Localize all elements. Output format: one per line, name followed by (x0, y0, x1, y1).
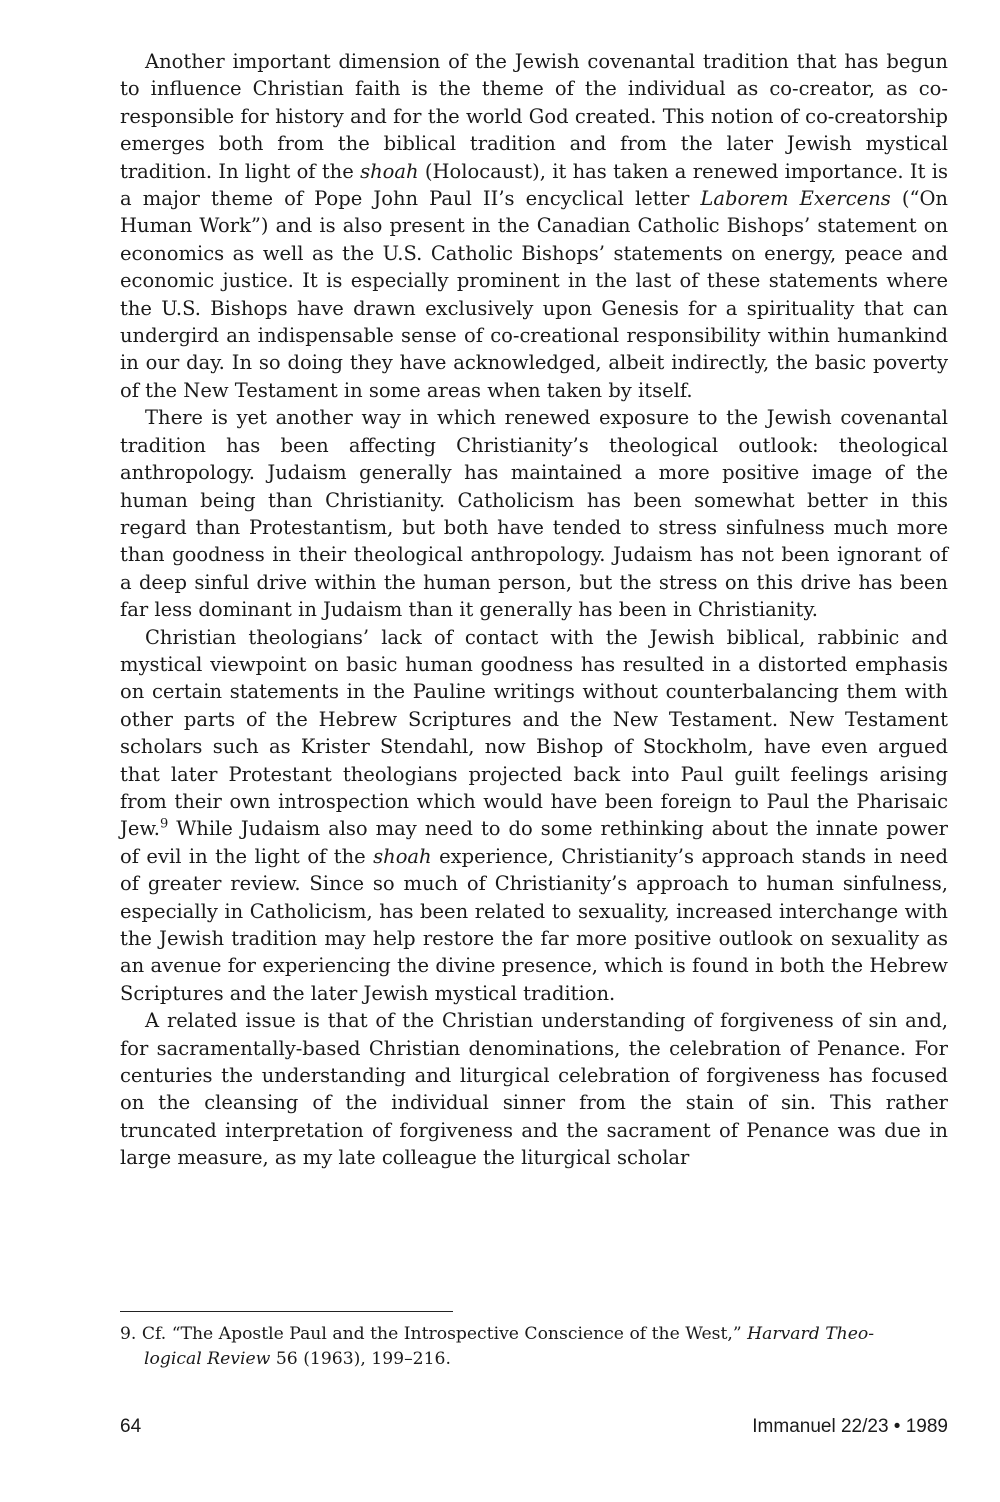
footnote-text-before: Cf. “The Apostle Paul and the Introspective Conscience of the West,” (136, 1324, 748, 1344)
footnote-journal-line2: logical Review (144, 1349, 271, 1369)
footnote-9 (120, 1322, 948, 1372)
footnote-divider (120, 1311, 453, 1312)
footnote-line-1 (120, 1322, 948, 1347)
page-number: 64 (120, 1416, 142, 1437)
footnote-journal-line1: Harvard Theo- (747, 1324, 875, 1344)
italic-term: shoah (360, 159, 419, 183)
footnote-text-after: 56 (1963), 199–216. (270, 1349, 451, 1369)
text-segment: A related issue is that of the Christian understanding of forgiveness of sin and, for sacramentally-based Christian denominations, the celebration of Penance. For centuries the understanding and liturgical celebration of forgiveness has focused on the cleansing of the individual sinner from the stain of sin. This rather truncated interpretation of forgiveness and the sacrament of Penance was due in large measure, as my late colleague the liturgical scholar (120, 1009, 948, 1170)
page-body (120, 48, 948, 1172)
text-segment: (Holocaust), it has taken a renewed importance. It is a major theme of Pope John Paul II’s encyclical letter (120, 159, 948, 211)
text-segment: Another important dimension of the Jewish covenantal tradition that has begun to influence Christian faith is the theme of the individual as co-creator, as co-responsible for history and for the world God created. This notion of co-creatorship emerges both from the biblical tradition and from the later Jewish mystical tradition. In light of the (120, 50, 948, 183)
text-segment: While Judaism also may need to do some rethinking about the innate power of evil in the light of the (120, 817, 948, 868)
footnote-reference: 9 (159, 816, 169, 832)
italic-term: shoah (373, 844, 432, 868)
article-text (120, 48, 948, 1172)
journal-citation: Immanuel 22/23 • 1989 (752, 1416, 948, 1437)
text-segment: Christian theologians’ lack of contact with the Jewish biblical, rabbinic and mystical viewpoint on basic human goodness has resulted in a distorted emphasis on certain statements in the Pauline writings without counterbalancing them with other parts of the Hebrew Scriptures and the New Testament. New Testament scholars such as Krister Stendahl, now Bishop of Stockholm, have even argued that later Protestant theologians projected back into Paul guilt feelings arising from their own introspection which would have been foreign to Paul the Pharisaic Jew. (120, 625, 948, 841)
italic-term: Laborem Exercens (700, 187, 891, 211)
paragraph-2 (120, 404, 948, 623)
paragraph-1 (120, 48, 948, 404)
text-segment: (“On Human Work”) and is also present in the Canadian Catholic Bishops’ statement on economics as well as the U.S. Catholic Bishops’ statements on energy, peace and economic justice. It is especially prominent in the last of these statements where the U.S. Bishops have drawn exclusively upon Genesis for a spirituality that can undergird an indispensable sense of co-creational responsibility within humankind in our day. In so doing they have acknowledged, albeit indirectly, the basic poverty of the New Testament in some areas when taken by itself. (120, 187, 948, 402)
text-segment: experience, Christianity’s approach stands in need of greater review. Since so much of Christianity’s approach to human sinfulness, especially in Catholicism, has been related to sexuality, increased interchange with the Jewish tradition may help restore the far more positive outlook on sexuality as an avenue for experiencing the divine presence, which is found in both the Hebrew Scriptures and the later Jewish mystical tradition. (120, 844, 948, 1005)
paragraph-3 (120, 624, 948, 1008)
footnote-line-2 (120, 1347, 948, 1372)
footnote-number: 9. (120, 1324, 137, 1344)
paragraph-4 (120, 1007, 948, 1171)
text-segment: There is yet another way in which renewed exposure to the Jewish covenantal tradition has been affecting Christianity’s theological outlook: theological anthropology. Judaism generally has maintained a more positive image of the human being than Christianity. Catholicism has been somewhat better in this regard than Protestantism, but both have tended to stress sinfulness much more than goodness in their theological anthropology. Judaism has not been ignorant of a deep sinful drive within the human person, but the stress on this drive has been far less dominant in Judaism than it generally has been in Christianity. (120, 406, 948, 622)
